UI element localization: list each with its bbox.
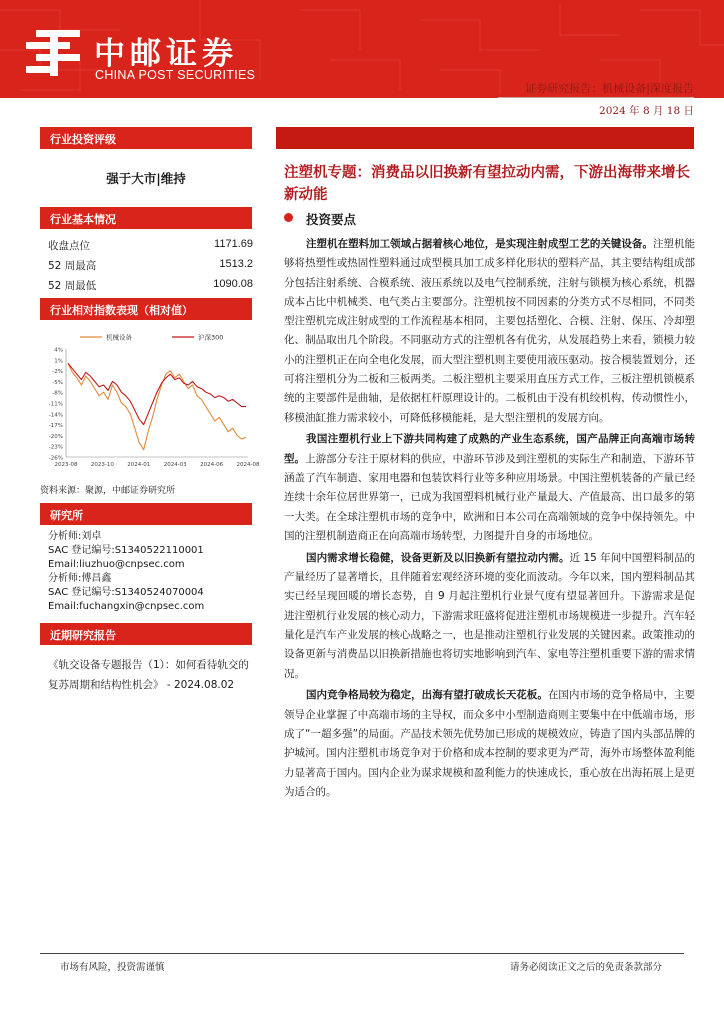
paragraph: [284, 549, 695, 684]
stat-row-close: [48, 238, 253, 253]
paragraph-lead: 国内需求增长稳健，设备更新及以旧换新有望拉动内需。: [306, 551, 570, 564]
paragraph: [284, 235, 695, 428]
analyst-email[interactable]: Email:liuzhuo@cnpsec.com: [48, 559, 185, 570]
footer-risk-note: 市场有风险，投资需谨慎: [60, 962, 165, 973]
analyst-line: SAC 登记编号:S1340524070004: [48, 587, 204, 598]
series-line: [68, 363, 246, 424]
recent-report-link[interactable]: 《轨交设备专题报告（1）：如何看待轨交的复苏周期和结构性机会》 - 2024.08.02: [48, 659, 249, 691]
x-tick-label: 2024-01: [127, 462, 151, 468]
stat-value: 1090.08: [213, 278, 253, 290]
chart-source: 资料来源：聚源，中邮证券研究所: [40, 486, 176, 496]
x-tick-label: 2024-08: [236, 462, 260, 468]
header-divider: [498, 97, 694, 98]
stat-value: 1171.69: [214, 238, 253, 250]
x-tick-label: 2023-08: [54, 462, 78, 468]
x-tick-label: 2024-06: [200, 462, 224, 468]
basic-info-header: 行业基本情况: [40, 207, 252, 229]
y-tick-label: -11%: [48, 401, 63, 408]
relative-index-chart-svg: [40, 325, 260, 475]
paragraph: [284, 686, 695, 802]
paragraph-text: 近 15 年间中国塑料制品的产量经历了显著增长，且伴随着宏观经济环境的变化而波动。今年以来，国内塑料制品其实已经呈现回暖的增长态势，自 9 月起注塑机行业景气度有望显著回升。下游需求是促进注塑机行业发展的核心动力，下游需求旺盛将促进注塑机市场规模进一步提升。汽车轻量化是汽车产业发展的核心战略之一，也是推动注塑机行业发展的关键因素。政策推动的设备更新与消费品以旧换新措施也将切实地影响到汽车、家电等注塑机重要下游的需求情况。: [284, 551, 695, 680]
y-tick-label: -14%: [48, 412, 63, 419]
y-tick-label: 1%: [54, 358, 63, 365]
paragraph-lead: 国内竞争格局较为稳定，出海有望打破成长天花板。: [306, 689, 548, 702]
y-tick-label: -17%: [48, 423, 63, 430]
stat-row-low: [48, 278, 253, 293]
y-tick-label: -2%: [52, 369, 63, 376]
bullet-icon: [284, 213, 293, 222]
y-tick-label: -26%: [48, 455, 63, 462]
x-tick-label: 2023-10: [90, 462, 114, 468]
key-points-body: [284, 235, 695, 805]
y-tick-label: -20%: [48, 433, 63, 440]
recent-research-header: 近期研究报告: [40, 623, 252, 645]
paragraph-lead: 注塑机在塑料加工领域占据着核心地位，是实现注射成型工艺的关键设备。: [306, 238, 653, 250]
relative-index-chart: [40, 325, 260, 475]
report-date: 2024 年 8 月 18 日: [599, 105, 694, 117]
brand-name-en: CHINA POST SECURITIES: [95, 68, 256, 82]
rating-value: 强于大市|维持: [106, 171, 186, 186]
analyst-line: SAC 登记编号:S1340522110001: [48, 545, 204, 556]
stat-label: 52 周最高: [48, 260, 97, 272]
paragraph-text: 在国内市场的竞争格局中，主要领导企业掌握了中高端市场的主导权，而众多中小型制造商则主要集中在中低端市场，形成了“一超多强”的局面。产品技术领先优势加已形成的规模效应，铸造了国内头部品牌的护城河。国内注塑机市场竞争对于价格和成本控制的要求更为严苛，海外市场整体盈利能力显著高于国内。国内企业为谋求规模和盈利能力的快速成长，重心放在出海拓展上是更为适合的。: [284, 689, 696, 798]
stat-label: 52 周最低: [48, 280, 97, 292]
key-points-header: 投资要点: [306, 212, 357, 227]
y-tick-label: -8%: [52, 390, 63, 397]
footer-disclaimer: 请务必阅读正文之后的免责条款部分: [509, 962, 662, 973]
china-post-logo-icon: [22, 22, 86, 82]
brand-name-cn: 中邮证券: [94, 36, 238, 72]
legend-label: 沪深300: [198, 333, 224, 342]
y-tick-label: 4%: [54, 347, 63, 354]
rating-header: 行业投资评级: [40, 127, 252, 149]
analyst-line: 分析师:傅昌鑫: [48, 573, 112, 584]
paragraph: [284, 430, 695, 546]
y-tick-label: -5%: [52, 379, 63, 386]
stat-label: 收盘点位: [48, 240, 90, 252]
research-header: 研究所: [40, 503, 252, 525]
legend-label: 机械设备: [106, 333, 132, 342]
y-tick-label: -23%: [48, 444, 63, 451]
x-tick-label: 2024-03: [163, 462, 187, 468]
analyst-line: 分析师:刘卓: [48, 531, 102, 542]
stat-row-high: [48, 258, 253, 273]
paragraph-text: 上游部分专注于原材料的供应，中游环节涉及到注塑机的实际生产和制造，下游环节涵盖了汽车制造、家用电器和包装饮料行业等多种应用场景。中国注塑机装备的产量已经连续十余年位居世界第一，已成为我国塑料机械行业产量最大、产值最高、出口最多的第一大类。在全球注塑机市场的竞争中，欧洲和日本公司在高端领域的竞争中保持领先。中国的注塑机制造商正在向高端市场转型，力图提升自身的市场地位。: [284, 452, 696, 542]
stat-value: 1513.2: [219, 258, 253, 270]
report-type: 证券研究报告：机械设备|深度报告: [525, 82, 694, 95]
footer-divider: [40, 953, 684, 954]
paragraph-text: 注塑机能够将热塑性或热固性塑料通过成型模具加工成多样化形状的塑料产品，其主要结构组成部分包括注射系统、合模系统、液压系统以及电气控制系统，注射与锁模为核心系统，机器成本占比中机械类、电气类占主要部分。注塑机按不同因素的分类方式不尽相同，不同类型注塑机完成注射成型的工作流程基本相同，主要包括塑化、合模、注射、保压、冷却塑化、制品取出几个阶段。不同驱动方式的注塑机各有优劣，从发展趋势上来看，锁模力较小的注塑机正在向全电化发展，而大型注塑机则主要使用液压驱动。按合模装置划分，还可将注塑机分为二板和三板两类。二板注塑机主要采用直压方式工作，三板注塑机锁模系统的主要部件是曲轴，是依据杠杆原理设计的。二板机由于没有机绞机构，传动惯性小，移模油缸推力需求较小，可降低移模能耗，是大型注塑机的发展方向。: [284, 238, 696, 424]
paragraph-lead: 我国注塑机行业上下游共同构建了成熟的产业生态系统，国产品牌正向高端市场转型。: [284, 433, 695, 465]
series-line: [68, 363, 246, 449]
performance-header: 行业相对指数表现（相对值）: [40, 298, 252, 320]
report-title: 注塑机专题：消费品以旧换新有望拉动内需，下游出海带来增长新动能: [284, 165, 690, 203]
title-bar: [276, 127, 694, 149]
analyst-email[interactable]: Email:fuchangxin@cnpsec.com: [48, 601, 205, 612]
